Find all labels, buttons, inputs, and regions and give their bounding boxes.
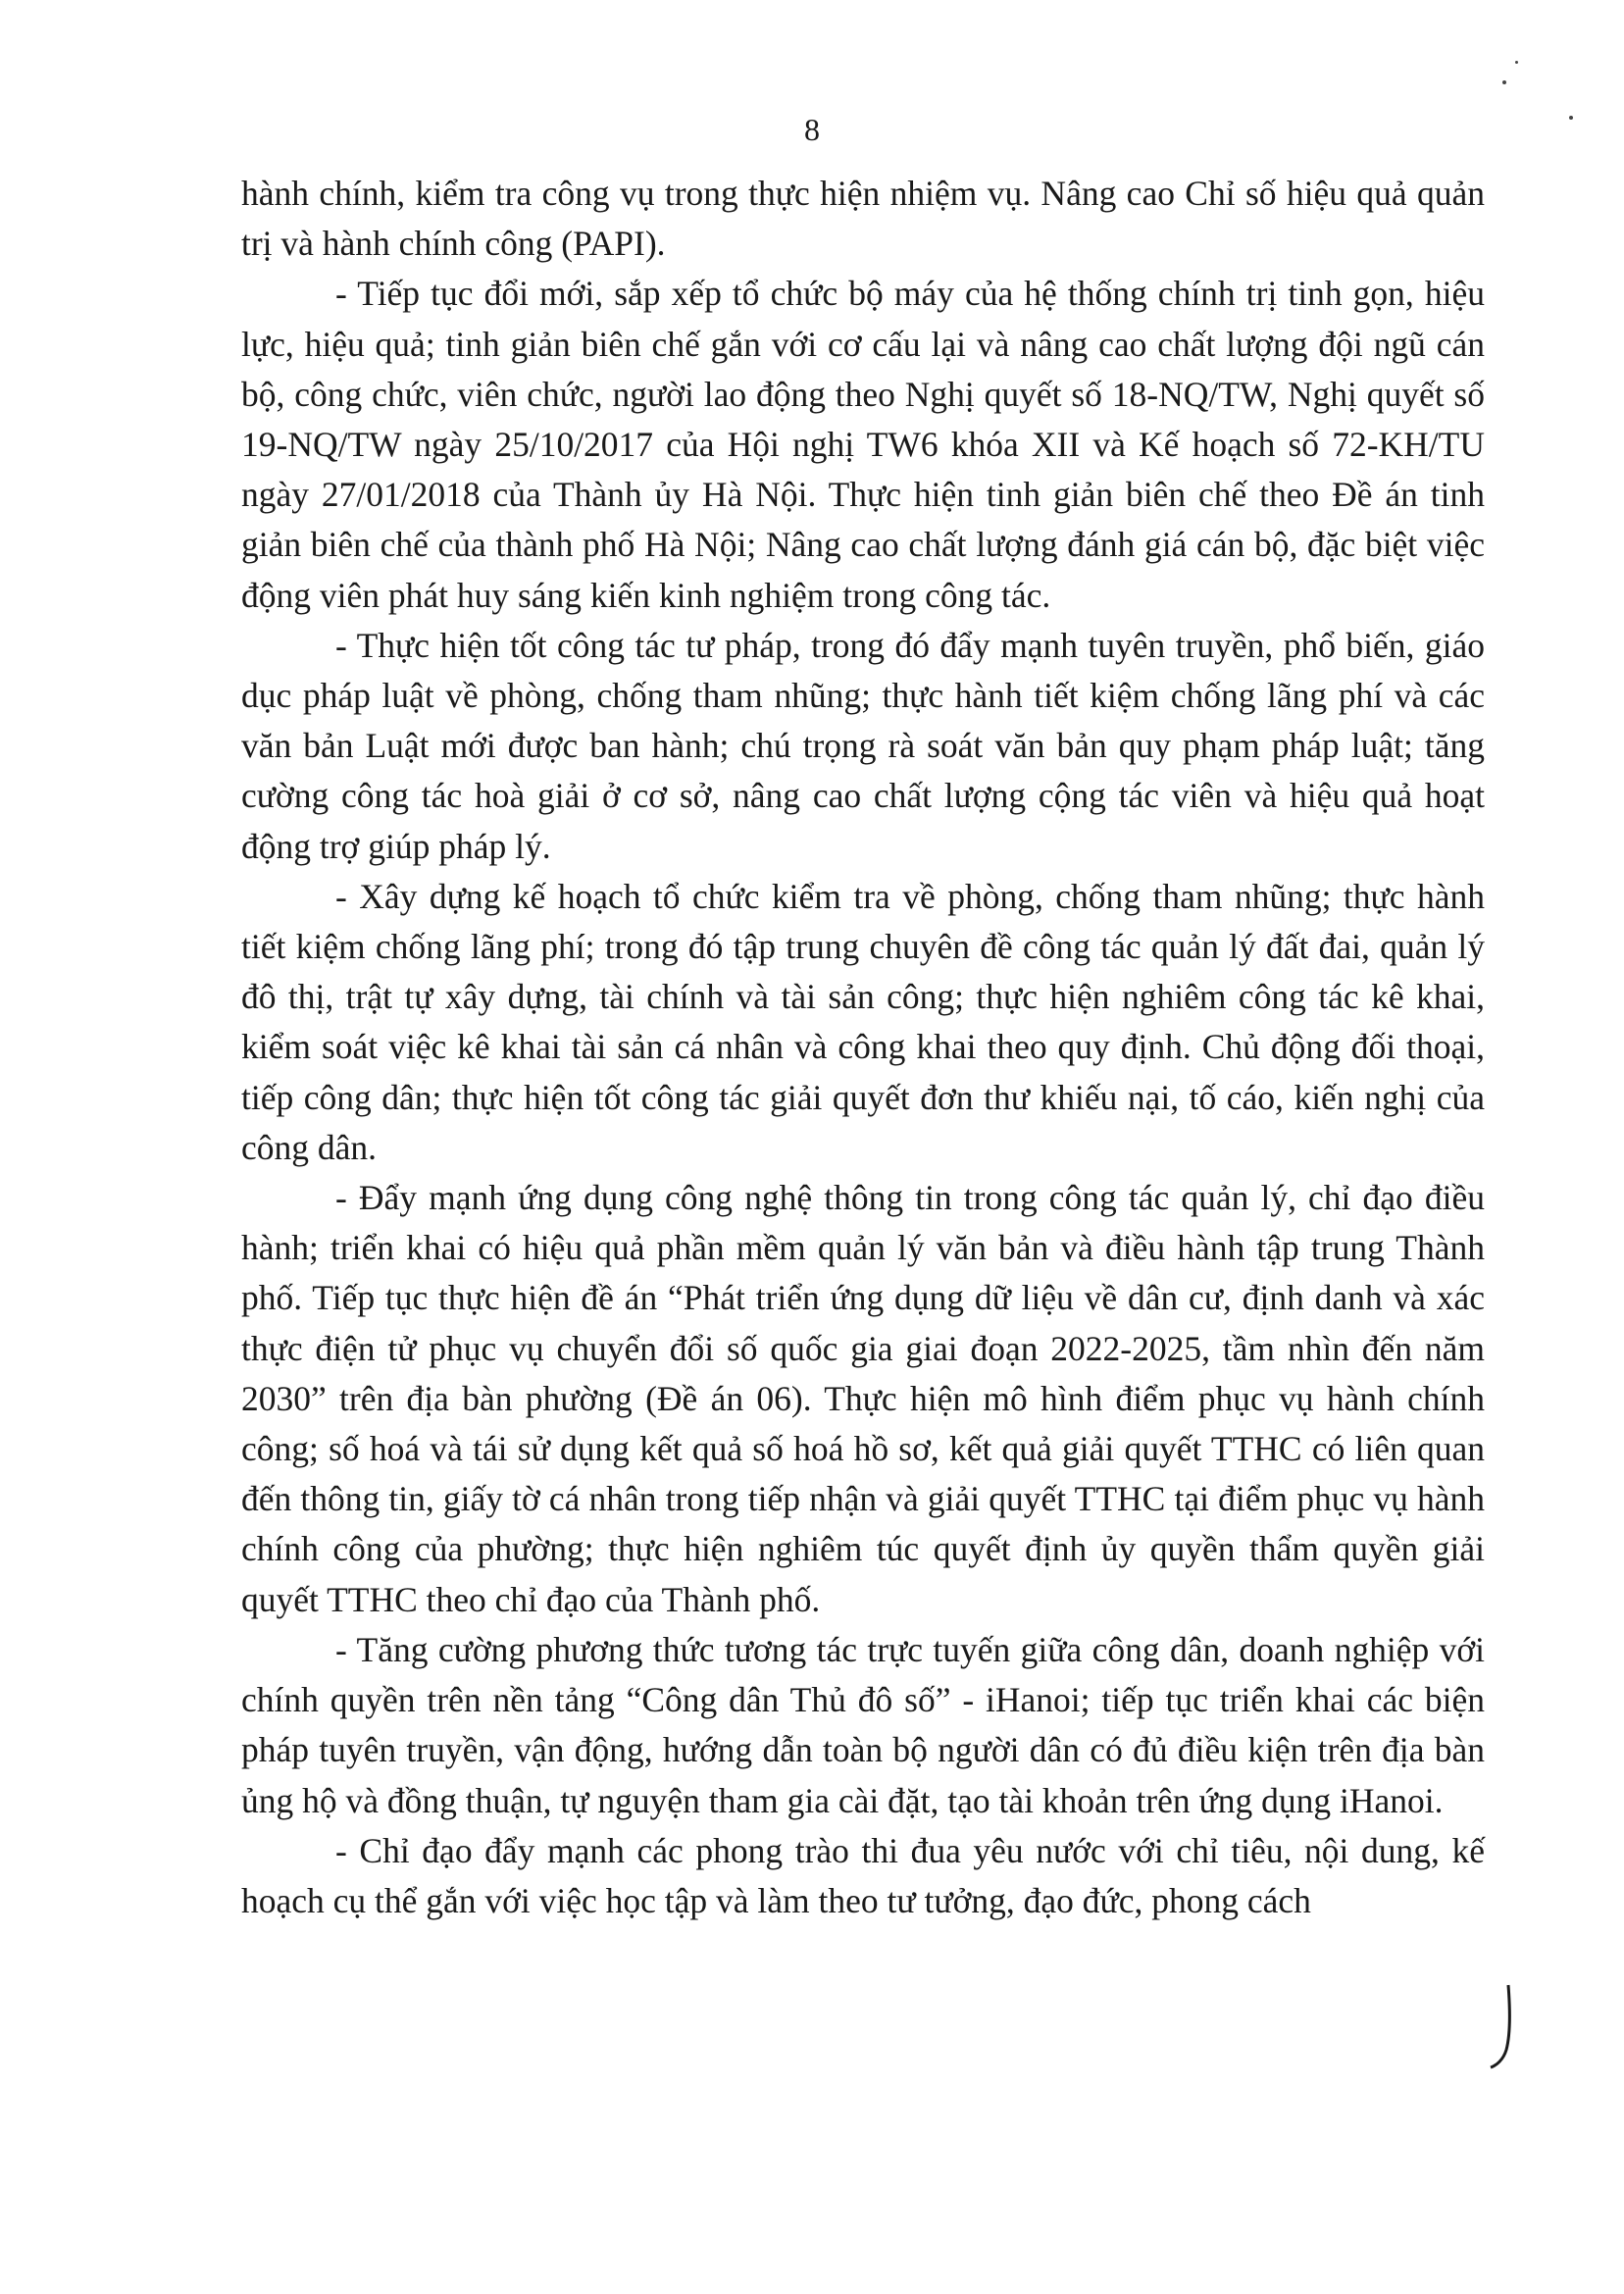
page-number: 8 bbox=[804, 112, 820, 147]
paragraph-emulation: - Chỉ đạo đẩy mạnh các phong trào thi đua yêu nước với chỉ tiêu, nội dung, kế hoạch cụ thể gắn với việc học tập và làm theo tư tưởng, đạo đức, phong cách bbox=[241, 1830, 1485, 1920]
paragraph-ihanoi: - Tăng cường phương thức tương tác trực tuyến giữa công dân, doanh nghiệp với chính quyền trên nền tảng “Công dân Thủ đô số” - iHanoi; tiếp tục triển khai các biện pháp tuyên truyền, vận động, hướng dẫn toàn bộ người dân có đủ điều kiện trên địa bàn ủng hộ và đồng thuận, tự nguyện tham gia cài đặt, tạo tài khoản trên ứng dụng iHanoi. bbox=[241, 1629, 1485, 1820]
document-body bbox=[241, 169, 1485, 1926]
paragraph-anti-corruption: - Xây dựng kế hoạch tổ chức kiểm tra về phòng, chống tham nhũng; thực hành tiết kiệm chống lãng phí; trong đó tập trung chuyên đề công tác quản lý đất đai, quản lý đô thị, trật tự xây dựng, tài chính và tài sản công; thực hiện nghiêm công tác kê khai, kiểm soát việc kê khai tài sản cá nhân và công khai theo quy định. Chủ động đối thoại, tiếp công dân; thực hiện tốt công tác giải quyết đơn thư khiếu nại, tố cáo, kiến nghị của công dân. bbox=[241, 876, 1485, 1167]
paragraph-organization-reform: - Tiếp tục đổi mới, sắp xếp tổ chức bộ máy của hệ thống chính trị tinh gọn, hiệu lực, hiệu quả; tinh giản biên chế gắn với cơ cấu lại và nâng cao chất lượng đội ngũ cán bộ, công chức, viên chức, người lao động theo Nghị quyết số 18-NQ/TW, Nghị quyết số 19-NQ/TW ngày 25/10/2017 của Hội nghị TW6 khóa XII và Kế hoạch số 72-KH/TU ngày 27/01/2018 của Thành ủy Hà Nội. Thực hiện tinh giản biên chế theo Đề án tinh giản biên chế của thành phố Hà Nội; Nâng cao chất lượng đánh giá cán bộ, đặc biệt việc động viên phát huy sáng kiến kinh nghiệm trong công tác. bbox=[241, 274, 1485, 615]
scan-speck bbox=[1569, 116, 1573, 120]
scan-speck bbox=[1502, 80, 1506, 84]
page-end-mark-icon bbox=[1489, 1981, 1518, 2069]
scan-speck bbox=[1515, 61, 1518, 64]
paragraph-it-application: - Đẩy mạnh ứng dụng công nghệ thông tin trong công tác quản lý, chỉ đạo điều hành; triển khai có hiệu quả phần mềm quản lý văn bản và điều hành tập trung Thành phố. Tiếp tục thực hiện đề án “Phát triển ứng dụng dữ liệu về dân cư, định danh và xác thực điện tử phục vụ chuyển đổi số quốc gia giai đoạn 2022-2025, tầm nhìn đến năm 2030” trên địa bàn phường (Đề án 06). Thực hiện mô hình điểm phục vụ hành chính công; số hoá và tái sử dụng kết quả số hoá hồ sơ, kết quả giải quyết TTHC có liên quan đến thông tin, giấy tờ cá nhân trong tiếp nhận và giải quyết TTHC tại điểm phục vụ hành chính công của phường; thực hiện nghiêm túc quyết định ủy quyền thẩm quyền giải quyết TTHC theo chỉ đạo của Thành phố. bbox=[241, 1178, 1485, 1619]
paragraph-continuation: hành chính, kiểm tra công vụ trong thực hiện nhiệm vụ. Nâng cao Chỉ số hiệu quả quản trị và hành chính công (PAPI). bbox=[241, 174, 1485, 264]
paragraph-justice-work: - Thực hiện tốt công tác tư pháp, trong đó đẩy mạnh tuyên truyền, phổ biến, giáo dục pháp luật về phòng, chống tham nhũng; thực hành tiết kiệm chống lãng phí và các văn bản Luật mới được ban hành; chú trọng rà soát văn bản quy phạm pháp luật; tăng cường công tác hoà giải ở cơ sở, nâng cao chất lượng cộng tác viên và hiệu quả hoạt động trợ giúp pháp lý. bbox=[241, 625, 1485, 866]
